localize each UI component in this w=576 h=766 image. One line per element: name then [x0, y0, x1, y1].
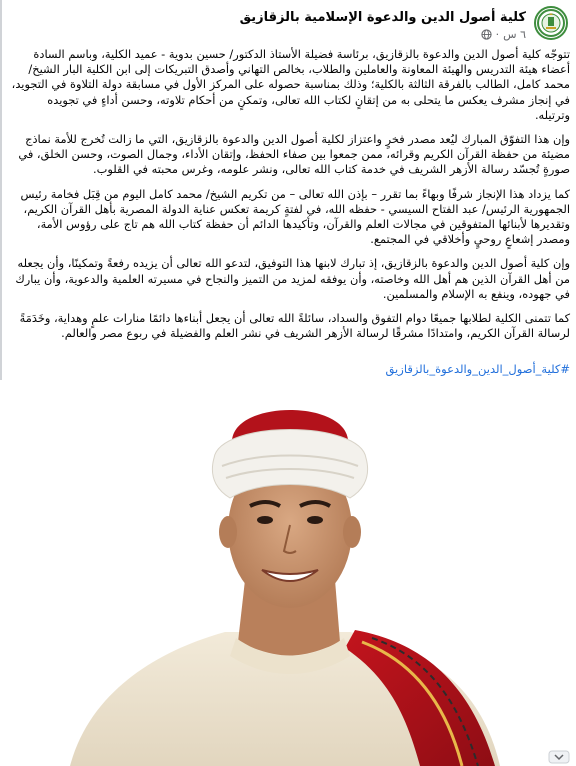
hashtag-link[interactable]: #كلية_أصول_الدين_والدعوة_بالزقازيق: [385, 362, 570, 376]
post-time[interactable]: ٦ س: [503, 28, 526, 41]
college-logo-icon: [536, 8, 566, 38]
reaction-chevron-icon[interactable]: [548, 750, 570, 764]
post-photo[interactable]: [0, 380, 576, 766]
page-name-link[interactable]: كلية أصول الدين والدعوة الإسلامية بالزقازيق: [239, 10, 526, 25]
post-header: [8, 4, 568, 48]
page-avatar[interactable]: [534, 6, 568, 40]
post-paragraph-3: كما يزداد هذا الإنجاز شرفًا وبهاءً بما تقرر – بإذن الله تعالى – من تكريم الشيخ/ محمد كامل اليوم من قِبَل فخامة رئيس الجمهورية الرئيس/ عبد الفتاح السيسي - حفظه الله، في لفتةٍ كريمة تعكس عناية الدولة المصرية بأهل القرآن الكريم، وتقديرها لأبنائها المتفوقين في مجالات العلم والقرآن، وتأكيدها الدائم أن حفظة كتاب الله هم تاج على رؤوس الأمة، ومصدر إشعاعٍ روحيٍ وأخلاقي في المجتمع.: [20, 186, 570, 247]
post-meta: [481, 28, 526, 41]
post-paragraph-1: تتوجّه كلية أصول الدين والدعوة بالزقازيق، برئاسة فضيلة الأستاذ الدكتور/ حسين بدوية - عميد الكلية، وباسم السادة أعضاء هيئة التدريس والهيئة المعاونة والعاملين والطلاب، بخالص التهاني وأصدق التبريكات إلى ابن الكلية البار الشيخ/ محمد كامل، الطالب بالفرقة الثالثة بالكلية؛ وذلك بمناسبة حصوله على المركز الأول في مسابقة دولة التلاوة في التجويد، في إنجاز مشرف يعكس ما يتحلى به من إتقانٍ لكتاب الله تعالى، وتمكنٍ من أحكام تلاوته، وحسن أداءٍ في تجويده وترتيله.: [11, 47, 570, 122]
post-paragraph-4: وإن كلية أصول الدين والدعوة بالزقازيق، إذ تبارك لابنها هذا التوفيق، لتدعو الله تعالى أن يزيده رفعةً وتمكينًا، وأن يجعله من أهل القرآن الذين هم أهل الله وخاصته، وأن يوفقه لمزيد من التميز والنجاح في مسيرته العلمية والدعوية، وأن يبارك في جهوده، وينفع به الإسلام والمسلمين.: [15, 256, 570, 301]
post-paragraph-5: كما تتمنى الكلية لطلابها جميعًا دوام التفوق والسداد، سائلةً الله تعالى أن يجعل أبناءها دائمًا منارات علمٍ وهداية، وخَدَمَةً لرسالة القرآن الكريم، وامتدادًا مشرقًا لرسالة الأزهر الشريف في نشر العلم والفضيلة في ربوع مصر والعالم.: [19, 311, 570, 341]
separator-dot: ·: [495, 28, 500, 41]
post-body: [10, 47, 570, 350]
student-portrait-image: [0, 380, 576, 766]
globe-icon[interactable]: [481, 29, 492, 40]
post-paragraph-2: وإن هذا التفوّق المبارك ليُعد مصدر فخرٍ واعتزاز لكلية أصول الدين والدعوة بالزقازيق، التي ما زالت تُخرج للأمة نماذج مضيئة من حفظة القرآن الكريم وقرائه، ممن جمعوا بين صفاء الحفظ، وإتقان الأداء، وجمال الصوت، وحسن الخلق، في صورةٍ تُجسّد رسالة الأزهر الشريف في خدمة كتاب الله تعالى، ونشر علومه، وغرس محبته في القلوب.: [18, 132, 570, 177]
